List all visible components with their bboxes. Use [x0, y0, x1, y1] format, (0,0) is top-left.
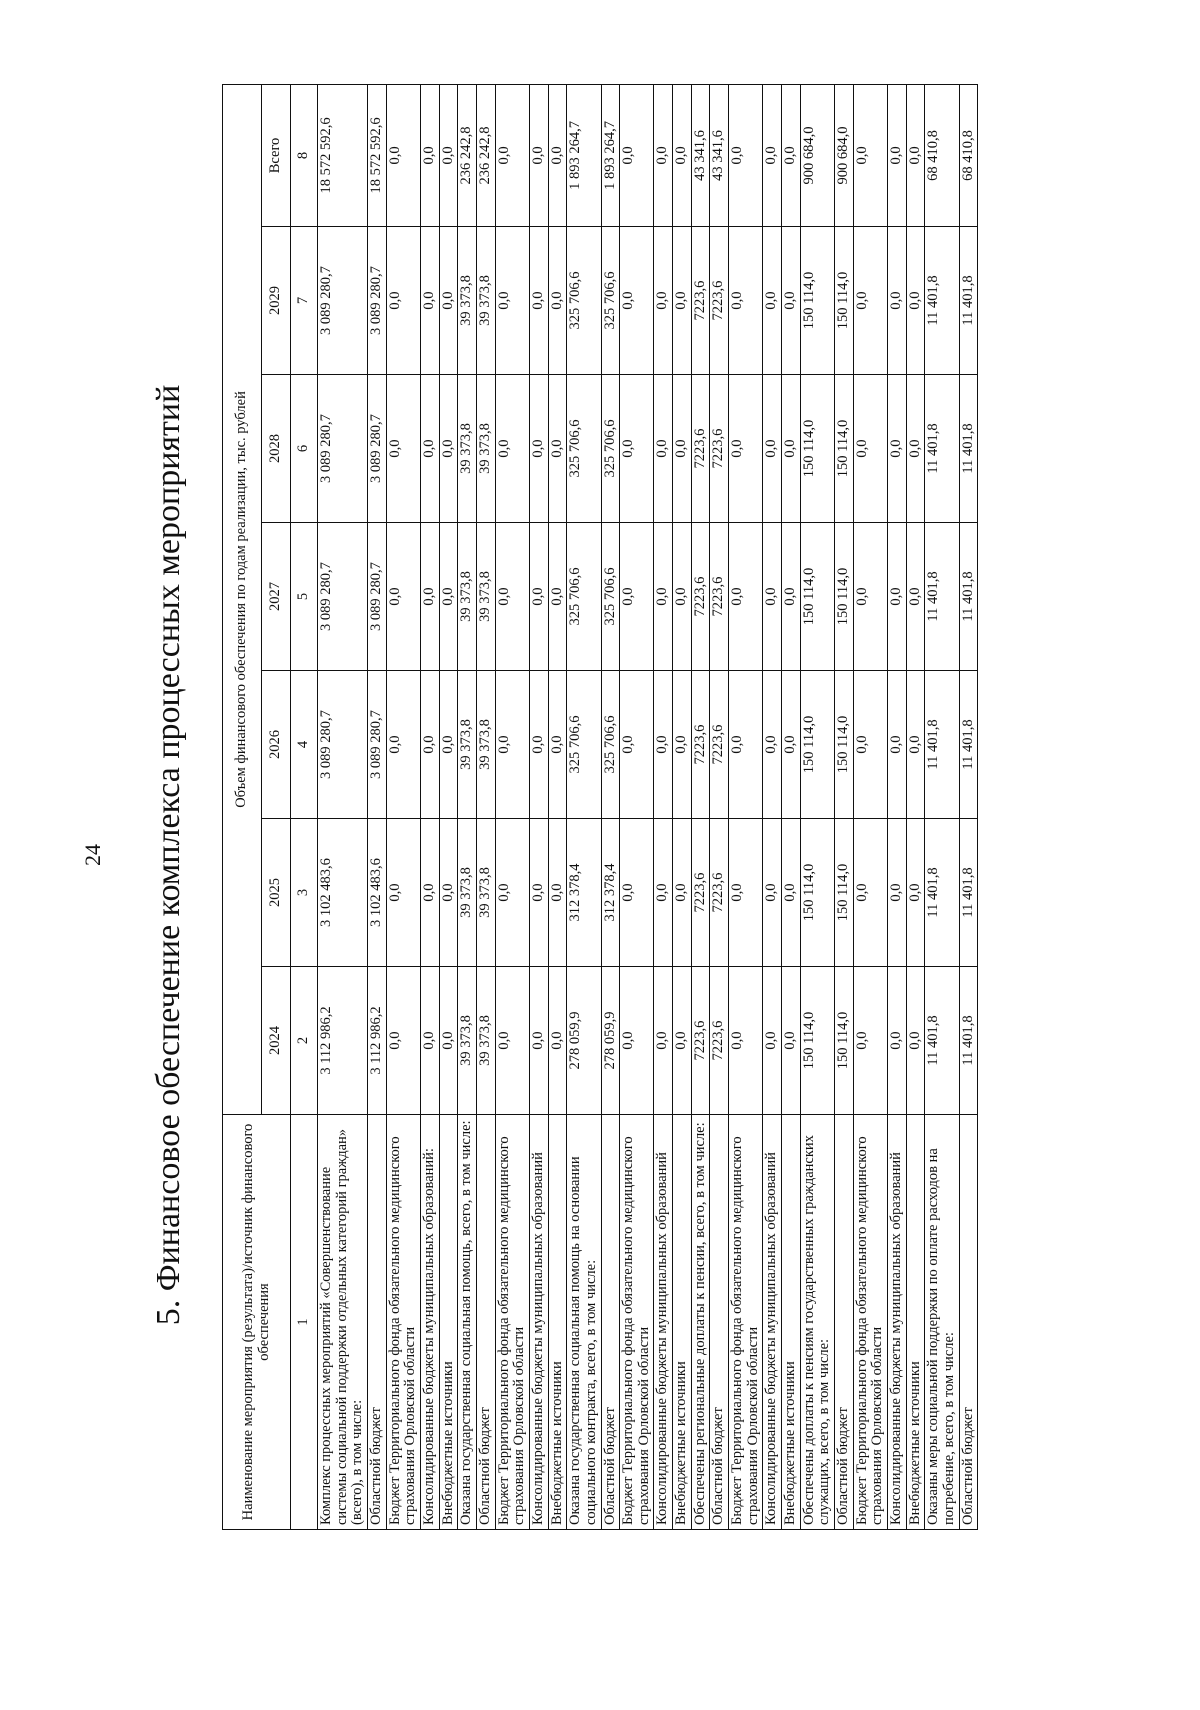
row-value: 0,0: [673, 523, 692, 671]
table-row: [420, 84, 439, 1529]
row-value: 39 373,8: [458, 671, 477, 819]
row-value: 0,0: [439, 375, 458, 523]
row-value: 11 401,8: [925, 227, 959, 375]
row-value: 0,0: [888, 671, 907, 819]
table-row: [800, 84, 834, 1529]
column-number: 6: [291, 375, 318, 523]
row-value: 0,0: [386, 819, 420, 967]
table-row: [458, 84, 477, 1529]
row-value: 325 706,6: [601, 375, 620, 523]
row-value: 39 373,8: [458, 375, 477, 523]
row-value: 11 401,8: [959, 967, 978, 1115]
row-name: Бюджет Территориального фонда обязательного медицинского страхования Орловской области: [495, 1115, 529, 1530]
header-total: Всего: [262, 84, 291, 226]
row-total: 0,0: [620, 84, 654, 226]
row-name: Областной бюджет: [835, 1115, 854, 1530]
column-number: 3: [291, 819, 318, 967]
row-total: 0,0: [888, 84, 907, 226]
row-total: 0,0: [654, 84, 673, 226]
row-value: 0,0: [673, 967, 692, 1115]
column-number: 4: [291, 671, 318, 819]
row-value: 0,0: [853, 227, 887, 375]
row-value: 0,0: [654, 227, 673, 375]
row-value: 0,0: [529, 671, 548, 819]
row-value: 11 401,8: [959, 227, 978, 375]
row-value: 0,0: [729, 375, 763, 523]
row-value: 0,0: [729, 227, 763, 375]
row-value: 0,0: [763, 523, 782, 671]
row-value: 11 401,8: [959, 671, 978, 819]
row-value: 0,0: [763, 671, 782, 819]
row-name: Внебюджетные источники: [673, 1115, 692, 1530]
row-name: Оказана государственная социальная помощь на основании социального контракта, всего, в том числе:: [567, 1115, 601, 1530]
table-row: [367, 84, 386, 1529]
row-value: 325 706,6: [601, 523, 620, 671]
row-value: 7223,6: [710, 671, 729, 819]
row-total: 18 572 592,6: [318, 84, 368, 226]
table-row: [925, 84, 959, 1529]
row-value: 3 089 280,7: [318, 227, 368, 375]
row-name: Консолидированные бюджеты муниципальных образований:: [420, 1115, 439, 1530]
row-total: 900 684,0: [835, 84, 854, 226]
table-body: [318, 84, 978, 1529]
table-row: [906, 84, 925, 1529]
row-total: 0,0: [782, 84, 801, 226]
row-total: 43 341,6: [710, 84, 729, 226]
row-value: 0,0: [420, 671, 439, 819]
row-value: 150 114,0: [835, 227, 854, 375]
row-name: Областной бюджет: [710, 1115, 729, 1530]
row-value: 39 373,8: [476, 967, 495, 1115]
column-number: 2: [291, 967, 318, 1115]
row-name: Областной бюджет: [367, 1115, 386, 1530]
row-value: 7223,6: [710, 375, 729, 523]
row-value: 325 706,6: [567, 375, 601, 523]
table-row: [729, 84, 763, 1529]
table-row: [888, 84, 907, 1529]
row-value: 0,0: [495, 523, 529, 671]
row-value: 7223,6: [710, 967, 729, 1115]
row-value: 0,0: [729, 523, 763, 671]
column-number: 5: [291, 523, 318, 671]
table-row: [959, 84, 978, 1529]
row-name: Оказаны меры социальной поддержки по оплате расходов на погребение, всего, в том числе:: [925, 1115, 959, 1530]
row-value: 325 706,6: [567, 227, 601, 375]
row-name: Комплекс процессных мероприятий «Совершенствование системы социальной поддержки отдельных категорий граждан» (всего), в том числе:: [318, 1115, 368, 1530]
section-title: 5. Финансовое обеспечение комплекса процессных мероприятий: [150, 384, 187, 1326]
row-value: 0,0: [548, 227, 567, 375]
row-value: 0,0: [906, 671, 925, 819]
row-name: Консолидированные бюджеты муниципальных образований: [763, 1115, 782, 1530]
row-value: 0,0: [888, 375, 907, 523]
table-row: [853, 84, 887, 1529]
row-value: 0,0: [853, 967, 887, 1115]
table-row: [654, 84, 673, 1529]
row-value: 0,0: [529, 819, 548, 967]
row-name: Консолидированные бюджеты муниципальных образований: [888, 1115, 907, 1530]
row-value: 7223,6: [691, 671, 710, 819]
row-value: 0,0: [673, 227, 692, 375]
row-value: 150 114,0: [835, 375, 854, 523]
row-value: 312 378,4: [601, 819, 620, 967]
row-value: 3 089 280,7: [367, 523, 386, 671]
table-row: [620, 84, 654, 1529]
row-name: Внебюджетные источники: [439, 1115, 458, 1530]
row-total: 0,0: [673, 84, 692, 226]
row-value: 0,0: [529, 227, 548, 375]
row-total: 0,0: [853, 84, 887, 226]
row-value: 3 112 986,2: [367, 967, 386, 1115]
row-total: 0,0: [529, 84, 548, 226]
row-name: Областной бюджет: [601, 1115, 620, 1530]
column-number: 7: [291, 227, 318, 375]
row-value: 150 114,0: [800, 227, 834, 375]
row-total: 0,0: [495, 84, 529, 226]
row-value: 0,0: [782, 671, 801, 819]
row-value: 7223,6: [691, 375, 710, 523]
row-value: 39 373,8: [476, 523, 495, 671]
row-total: 0,0: [439, 84, 458, 226]
row-value: 0,0: [529, 523, 548, 671]
row-value: 0,0: [548, 819, 567, 967]
row-value: 0,0: [439, 967, 458, 1115]
row-value: 150 114,0: [835, 523, 854, 671]
column-number: 8: [291, 84, 318, 226]
row-value: 0,0: [729, 671, 763, 819]
table-row: [318, 84, 368, 1529]
row-value: 0,0: [853, 375, 887, 523]
row-value: 3 102 483,6: [318, 819, 368, 967]
row-value: 3 089 280,7: [367, 671, 386, 819]
row-name: Внебюджетные источники: [906, 1115, 925, 1530]
row-value: 150 114,0: [800, 523, 834, 671]
row-value: 7223,6: [710, 819, 729, 967]
row-value: 11 401,8: [959, 819, 978, 967]
row-name: Консолидированные бюджеты муниципальных образований: [529, 1115, 548, 1530]
row-name: Оказана государственная социальная помощь, всего, в том числе:: [458, 1115, 477, 1530]
row-value: 150 114,0: [835, 819, 854, 967]
row-value: 0,0: [906, 819, 925, 967]
row-value: 325 706,6: [567, 671, 601, 819]
header-year: 2027: [262, 523, 291, 671]
table-row: [567, 84, 601, 1529]
row-value: 0,0: [654, 523, 673, 671]
row-name: Внебюджетные источники: [782, 1115, 801, 1530]
row-value: 0,0: [763, 967, 782, 1115]
table-row: [386, 84, 420, 1529]
row-value: 0,0: [654, 819, 673, 967]
row-value: 278 059,9: [567, 967, 601, 1115]
row-value: 11 401,8: [959, 375, 978, 523]
row-value: 0,0: [906, 967, 925, 1115]
table-row: [763, 84, 782, 1529]
row-value: 3 089 280,7: [318, 523, 368, 671]
row-value: 0,0: [495, 227, 529, 375]
row-value: 11 401,8: [925, 523, 959, 671]
row-value: 150 114,0: [800, 967, 834, 1115]
column-number: 1: [291, 1115, 318, 1530]
row-total: 18 572 592,6: [367, 84, 386, 226]
row-value: 3 102 483,6: [367, 819, 386, 967]
row-value: 7223,6: [691, 819, 710, 967]
header-year: 2025: [262, 819, 291, 967]
row-value: 7223,6: [691, 523, 710, 671]
row-value: 0,0: [548, 523, 567, 671]
table-row: [691, 84, 710, 1529]
header-name-column: Наименование мероприятия (результата)/источник финансового обеспечения: [223, 1115, 291, 1530]
row-value: 0,0: [548, 671, 567, 819]
row-name: Бюджет Территориального фонда обязательного медицинского страхования Орловской области: [729, 1115, 763, 1530]
row-name: Внебюджетные источники: [548, 1115, 567, 1530]
row-value: 0,0: [620, 671, 654, 819]
financing-table: [222, 84, 978, 1530]
table-row: [529, 84, 548, 1529]
row-value: 0,0: [529, 375, 548, 523]
row-value: 150 114,0: [800, 375, 834, 523]
row-value: 0,0: [495, 375, 529, 523]
row-value: 0,0: [654, 671, 673, 819]
row-value: 0,0: [853, 671, 887, 819]
row-value: 3 089 280,7: [318, 671, 368, 819]
row-value: 0,0: [763, 819, 782, 967]
row-value: 3 089 280,7: [318, 375, 368, 523]
row-name: Областной бюджет: [959, 1115, 978, 1530]
row-total: 236 242,8: [458, 84, 477, 226]
row-value: 0,0: [386, 227, 420, 375]
row-value: 0,0: [529, 967, 548, 1115]
table-row: [782, 84, 801, 1529]
row-total: 0,0: [906, 84, 925, 226]
row-total: 0,0: [386, 84, 420, 226]
row-name: Консолидированные бюджеты муниципальных образований: [654, 1115, 673, 1530]
row-value: 0,0: [782, 819, 801, 967]
row-value: 39 373,8: [476, 375, 495, 523]
row-value: 325 706,6: [601, 227, 620, 375]
table-row: [495, 84, 529, 1529]
header-year: 2026: [262, 671, 291, 819]
row-value: 150 114,0: [800, 671, 834, 819]
row-value: 0,0: [654, 375, 673, 523]
row-value: 0,0: [906, 523, 925, 671]
row-value: 0,0: [386, 671, 420, 819]
row-value: 39 373,8: [458, 227, 477, 375]
row-value: 0,0: [620, 819, 654, 967]
table-row: [710, 84, 729, 1529]
row-value: 39 373,8: [476, 671, 495, 819]
row-total: 0,0: [548, 84, 567, 226]
row-value: 325 706,6: [567, 523, 601, 671]
row-name: Обеспечены региональные доплаты к пенсии, всего, в том числе:: [691, 1115, 710, 1530]
table-row: [673, 84, 692, 1529]
row-name: Областной бюджет: [476, 1115, 495, 1530]
row-value: 150 114,0: [835, 967, 854, 1115]
row-value: 0,0: [386, 523, 420, 671]
row-name: Бюджет Территориального фонда обязательного медицинского страхования Орловской области: [853, 1115, 887, 1530]
row-value: 0,0: [420, 375, 439, 523]
row-name: Бюджет Территориального фонда обязательного медицинского страхования Орловской области: [620, 1115, 654, 1530]
row-value: 0,0: [729, 819, 763, 967]
row-value: 11 401,8: [925, 967, 959, 1115]
row-value: 0,0: [420, 227, 439, 375]
table-row: [835, 84, 854, 1529]
row-value: 150 114,0: [800, 819, 834, 967]
row-value: 0,0: [853, 819, 887, 967]
row-value: 0,0: [620, 227, 654, 375]
row-total: 0,0: [729, 84, 763, 226]
row-value: 0,0: [439, 819, 458, 967]
row-name: Обеспечены доплаты к пенсиям государственных гражданских служащих, всего, в том числе:: [800, 1115, 834, 1530]
row-value: 0,0: [888, 227, 907, 375]
row-value: 0,0: [782, 227, 801, 375]
row-value: 0,0: [439, 671, 458, 819]
row-value: 0,0: [654, 967, 673, 1115]
row-value: 312 378,4: [567, 819, 601, 967]
row-value: 0,0: [620, 523, 654, 671]
row-value: 0,0: [495, 819, 529, 967]
row-value: 0,0: [386, 967, 420, 1115]
page-number: 24: [80, 844, 105, 866]
table-row: [476, 84, 495, 1529]
row-total: 900 684,0: [800, 84, 834, 226]
row-value: 7223,6: [710, 523, 729, 671]
row-value: 0,0: [386, 375, 420, 523]
row-total: 43 341,6: [691, 84, 710, 226]
row-value: 0,0: [782, 375, 801, 523]
row-value: 39 373,8: [458, 967, 477, 1115]
row-value: 0,0: [420, 819, 439, 967]
row-value: 0,0: [673, 819, 692, 967]
row-value: 0,0: [420, 523, 439, 671]
row-value: 0,0: [782, 967, 801, 1115]
row-value: 11 401,8: [925, 375, 959, 523]
row-value: 0,0: [763, 375, 782, 523]
row-value: 39 373,8: [476, 227, 495, 375]
row-value: 0,0: [548, 375, 567, 523]
row-total: 1 893 264,7: [567, 84, 601, 226]
row-value: 3 089 280,7: [367, 227, 386, 375]
row-name: Бюджет Территориального фонда обязательного медицинского страхования Орловской области: [386, 1115, 420, 1530]
row-value: 7223,6: [710, 227, 729, 375]
row-total: 0,0: [420, 84, 439, 226]
row-value: 0,0: [888, 967, 907, 1115]
row-value: 0,0: [548, 967, 567, 1115]
header-year: 2029: [262, 227, 291, 375]
row-value: 0,0: [888, 819, 907, 967]
row-value: 0,0: [439, 227, 458, 375]
row-total: 68 410,8: [925, 84, 959, 226]
row-value: 0,0: [782, 523, 801, 671]
row-value: 0,0: [729, 967, 763, 1115]
row-value: 0,0: [620, 375, 654, 523]
row-value: 0,0: [495, 671, 529, 819]
row-value: 11 401,8: [925, 819, 959, 967]
row-value: 0,0: [888, 523, 907, 671]
table-row: [548, 84, 567, 1529]
row-value: 0,0: [673, 671, 692, 819]
table-row: [601, 84, 620, 1529]
row-value: 0,0: [620, 967, 654, 1115]
row-total: 68 410,8: [959, 84, 978, 226]
row-value: 39 373,8: [458, 819, 477, 967]
table-row: [439, 84, 458, 1529]
header-year: 2028: [262, 375, 291, 523]
row-value: 150 114,0: [835, 671, 854, 819]
row-value: 0,0: [906, 227, 925, 375]
row-value: 0,0: [763, 227, 782, 375]
row-value: 11 401,8: [925, 671, 959, 819]
row-value: 0,0: [673, 375, 692, 523]
row-value: 39 373,8: [476, 819, 495, 967]
row-value: 3 112 986,2: [318, 967, 368, 1115]
row-total: 236 242,8: [476, 84, 495, 226]
row-value: 278 059,9: [601, 967, 620, 1115]
header-year: 2024: [262, 967, 291, 1115]
row-value: 0,0: [495, 967, 529, 1115]
row-value: 3 089 280,7: [367, 375, 386, 523]
header-volume-group: Объем финансового обеспечения по годам реализации, тыс. рублей: [223, 84, 262, 1114]
row-value: 7223,6: [691, 967, 710, 1115]
row-value: 11 401,8: [959, 523, 978, 671]
row-value: 325 706,6: [601, 671, 620, 819]
row-value: 0,0: [439, 523, 458, 671]
row-value: 0,0: [853, 523, 887, 671]
row-total: 0,0: [763, 84, 782, 226]
row-total: 1 893 264,7: [601, 84, 620, 226]
row-value: 0,0: [906, 375, 925, 523]
row-value: 39 373,8: [458, 523, 477, 671]
row-value: 0,0: [420, 967, 439, 1115]
row-value: 7223,6: [691, 227, 710, 375]
